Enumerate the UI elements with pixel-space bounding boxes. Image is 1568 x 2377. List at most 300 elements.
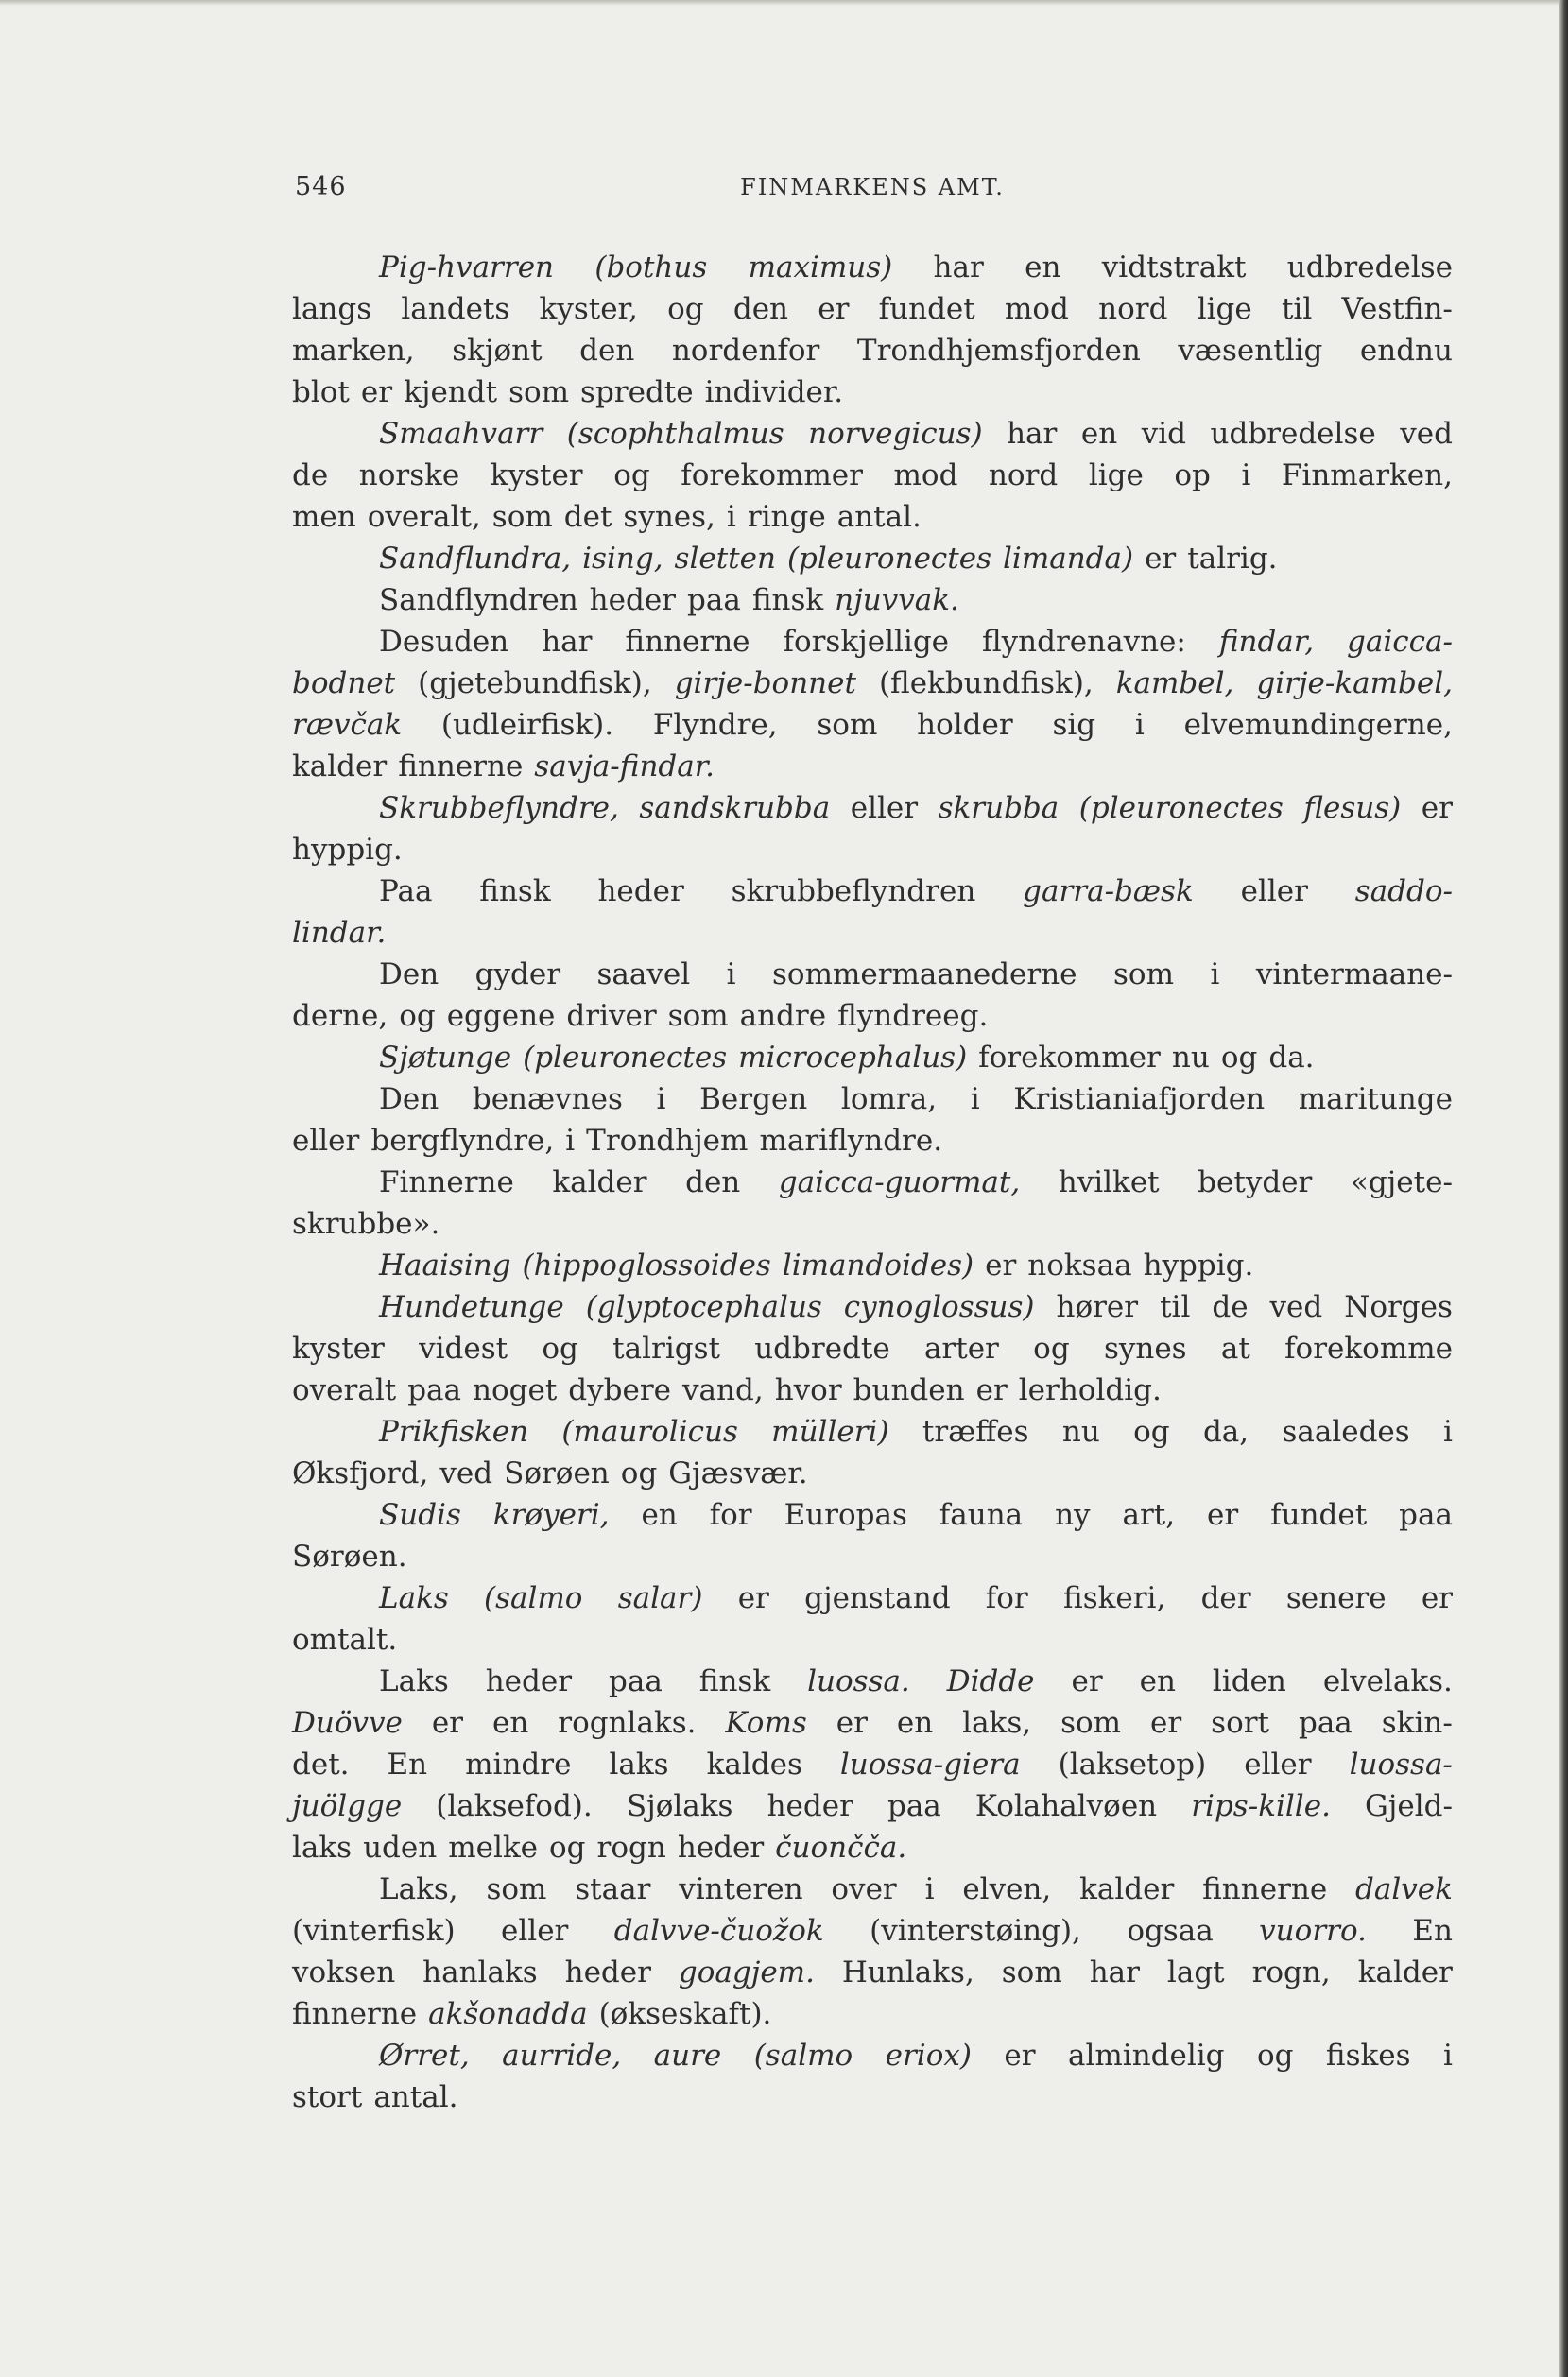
text-line (292, 1993, 1453, 2035)
word: som (1001, 1955, 1062, 1989)
word: kyster, (539, 292, 638, 326)
italic-word: Sudis (379, 1498, 461, 1532)
word: der (1200, 1581, 1251, 1615)
word: Desuden (379, 625, 509, 659)
word: den (732, 292, 788, 326)
word: forekomme (1284, 1332, 1453, 1366)
italic-word: kambel, (1115, 666, 1234, 700)
word: er (431, 1706, 463, 1740)
italic-word: flesus) (1303, 791, 1402, 825)
italic-word: norvegicus) (808, 417, 983, 451)
word: og (542, 1332, 578, 1366)
italic-word: bodnet (292, 666, 396, 700)
word: Gjeld- (1365, 1789, 1453, 1823)
word: ogsaa (1127, 1914, 1214, 1948)
word: (økseskaft). (598, 1997, 772, 2031)
word: Øksfjord, (292, 1456, 429, 1490)
word: saaledes (1282, 1415, 1410, 1449)
word: Den (379, 1082, 439, 1116)
word: udbredelse (1286, 250, 1453, 284)
text-line (292, 746, 1453, 787)
text-line (292, 2076, 1453, 2118)
word: i (924, 1872, 935, 1906)
word: og (399, 999, 436, 1033)
word: paa (407, 1373, 462, 1407)
word: udbredelse (1210, 417, 1376, 451)
text-line (292, 1952, 1453, 1993)
page-top-edge (0, 0, 1568, 6)
running-title: FINMARKENS AMT. (740, 174, 1005, 200)
word: er (1145, 542, 1177, 576)
word: lige (1088, 458, 1144, 492)
italic-word: Haaising (379, 1249, 511, 1283)
word: (flekbundfisk), (878, 666, 1094, 700)
italic-word: Laks (379, 1581, 449, 1615)
text-line (292, 330, 1453, 371)
text-line (292, 1869, 1453, 1910)
word: heder (485, 1664, 573, 1698)
word: ny (1055, 1498, 1091, 1532)
word: vid (1141, 417, 1186, 451)
word: heder (589, 583, 676, 617)
word: (vinterstøing), (870, 1914, 1081, 1948)
word: (laksetop) (1058, 1748, 1207, 1782)
italic-word: (pleuronectes (523, 1041, 728, 1075)
word: kaldes (706, 1748, 802, 1782)
word: staar (575, 1872, 651, 1906)
word: art, (1122, 1498, 1176, 1532)
word: ved (1269, 1290, 1323, 1324)
italic-word: (salmo (484, 1581, 583, 1615)
word: Kolahalvøen (974, 1789, 1158, 1823)
word: hyppig. (1143, 1249, 1254, 1283)
word: kjendt (404, 375, 498, 409)
italic-word: Didde (946, 1664, 1035, 1698)
word: skjønt (452, 334, 543, 368)
word: og (1256, 2039, 1294, 2073)
word: Sørøen. (292, 1540, 407, 1574)
word: sommermaanederne (772, 957, 1077, 991)
word: hvor (774, 1373, 842, 1407)
text-line (292, 1619, 1453, 1661)
word: gyder (474, 957, 561, 991)
word: i (1241, 458, 1251, 492)
word: paa (1298, 1706, 1353, 1740)
italic-word: Duövve (292, 1706, 403, 1740)
text-line (292, 954, 1453, 995)
word: Finnerne (379, 1165, 514, 1199)
word: er (1421, 1581, 1453, 1615)
word: i (656, 1082, 666, 1116)
italic-word: luossa. (807, 1664, 910, 1698)
text-line (292, 1369, 1453, 1411)
italic-word: luossa- (1349, 1748, 1453, 1782)
word: er (836, 1706, 868, 1740)
text-line (292, 1702, 1453, 1744)
word: fundet (878, 292, 975, 326)
word: antal. (836, 500, 922, 534)
word: det. (292, 1748, 350, 1782)
italic-word: mülleri) (771, 1415, 889, 1449)
word: som (1113, 957, 1174, 991)
word: senere (1285, 1581, 1387, 1615)
word: Kristianiafjorden (1013, 1082, 1266, 1116)
text-line (292, 288, 1453, 330)
word: som (508, 375, 570, 409)
text-line (292, 1203, 1453, 1245)
word: laks (292, 1831, 353, 1865)
word: uden (363, 1831, 438, 1865)
word: for (709, 1498, 752, 1532)
word: de (292, 458, 329, 492)
word: Trondhjemsfjorden (856, 334, 1141, 368)
word: i (1210, 957, 1220, 991)
word: udbredte (754, 1332, 890, 1366)
text-line (292, 704, 1453, 746)
text-line (292, 1411, 1453, 1453)
italic-word: maximus) (748, 250, 893, 284)
word: melke (448, 1831, 539, 1865)
word: driver (566, 999, 657, 1033)
word: en (1025, 250, 1061, 284)
italic-word: salar) (617, 1581, 703, 1615)
word: nordenfor (671, 334, 820, 368)
word: ved (439, 1456, 493, 1490)
word: (udleirfisk). (440, 708, 614, 742)
word: kalder (292, 749, 388, 784)
word: over (831, 1872, 897, 1906)
word: kalder (1079, 1872, 1175, 1906)
word: laks (609, 1748, 669, 1782)
page-binding-edge (1559, 0, 1568, 2377)
word: Trondhjem (586, 1124, 749, 1158)
word: er (1071, 1664, 1103, 1698)
italic-word: (pleuronectes (1078, 791, 1284, 825)
word: noksaa (1027, 1249, 1132, 1283)
word: den (685, 1165, 741, 1199)
word: rogn (596, 1831, 666, 1865)
word: omtalt. (292, 1623, 398, 1657)
italic-word: sletten (674, 542, 776, 576)
word: heder (597, 874, 684, 908)
word: derne, (292, 999, 388, 1033)
text-line (292, 496, 1453, 538)
word: endnu (1359, 334, 1453, 368)
word: marken, (292, 334, 415, 368)
italic-word: eriox) (885, 2039, 972, 2073)
word: mindre (465, 1748, 572, 1782)
word: vintermaane- (1255, 957, 1453, 991)
word: er (1004, 2039, 1036, 2073)
text-line (292, 995, 1453, 1037)
word: eller (1244, 1748, 1312, 1782)
italic-word: (scophthalmus (566, 417, 784, 451)
word: norske (358, 458, 460, 492)
word: Hunlaks, (841, 1955, 974, 1989)
word: fiskes (1325, 2039, 1411, 2073)
word: lomra, (840, 1082, 938, 1116)
word: som (486, 1872, 547, 1906)
italic-word: aure (653, 2039, 722, 2073)
word: skrubbe». (292, 1207, 440, 1241)
text-line (292, 870, 1453, 912)
word: Finmarken, (1281, 458, 1453, 492)
text-line (292, 621, 1453, 663)
italic-word: (pleuronectes (786, 542, 991, 576)
word: mod (1004, 292, 1069, 326)
word: mariflyndre. (759, 1124, 943, 1158)
word: laks, (962, 1706, 1032, 1740)
word: lerholdig. (1018, 1373, 1162, 1407)
word: i (1442, 2039, 1453, 2073)
word: maritunge (1298, 1082, 1453, 1116)
word: finnerne (292, 1997, 418, 2031)
word: talrig. (1187, 542, 1278, 576)
text-line (292, 912, 1453, 954)
word: saavel (596, 957, 691, 991)
word: gjenstand (804, 1581, 951, 1615)
word: Europas (784, 1498, 907, 1532)
word: almindelig (1067, 2039, 1225, 2073)
italic-word: limandoides) (782, 1249, 974, 1283)
word: en (641, 1498, 678, 1532)
word: i (970, 1082, 980, 1116)
italic-word: Prikfisken (379, 1415, 529, 1449)
word: som (667, 999, 729, 1033)
word: talrigst (612, 1332, 720, 1366)
word: en (491, 1706, 529, 1740)
italic-word: savja-findar. (534, 749, 715, 784)
text-line (292, 1120, 1453, 1162)
text-line (292, 2035, 1453, 2076)
italic-word: cynoglossus) (843, 1290, 1035, 1324)
word: en (1139, 1664, 1176, 1698)
word: rogn, (1251, 1955, 1331, 1989)
word: rognlaks. (558, 1706, 697, 1740)
text-line (292, 1286, 1453, 1328)
text-line (292, 1744, 1453, 1785)
page-number: 546 (295, 172, 347, 201)
word: (vinterfisk) (292, 1914, 456, 1948)
word: har (542, 625, 593, 659)
italic-word: gaicca-guormat, (778, 1165, 1021, 1199)
italic-word: goagjem. (678, 1955, 815, 1989)
text-line (292, 1162, 1453, 1203)
word: nord (988, 458, 1059, 492)
word: nu (1061, 1415, 1100, 1449)
word: benævnes (472, 1082, 623, 1116)
text-line (292, 579, 1453, 621)
word: og (1133, 1415, 1170, 1449)
word: Paa (379, 874, 433, 908)
italic-word: saddo- (1354, 874, 1453, 908)
word: landets (401, 292, 510, 326)
italic-word: akšonadda (428, 1997, 588, 2031)
word: fundet (1270, 1498, 1368, 1532)
word: er (985, 1249, 1017, 1283)
word: i (726, 957, 736, 991)
word: sort (1211, 1706, 1270, 1740)
text-line (292, 1827, 1453, 1869)
word: kalder (552, 1165, 647, 1199)
italic-word: rævčak (292, 708, 403, 742)
word: Den (379, 957, 439, 991)
word: stort (292, 2080, 363, 2114)
word: spredte (580, 375, 694, 409)
word: flyndrenavne: (981, 625, 1186, 659)
word: overalt, (367, 500, 481, 534)
word: bergflyndre, (370, 1124, 555, 1158)
text-line (292, 1494, 1453, 1536)
word: har (1089, 1955, 1140, 1989)
word: finnerne (1202, 1872, 1328, 1906)
word: lagt (1166, 1955, 1225, 1989)
text-line (292, 1785, 1453, 1827)
text-line (292, 1661, 1453, 1702)
word: kalder (1357, 1955, 1453, 1989)
word: noget (473, 1373, 558, 1407)
word: i (726, 500, 736, 534)
word: paa (687, 583, 741, 617)
italic-word: garra-bæsk (1023, 874, 1194, 908)
word: som (817, 708, 878, 742)
word: finsk (479, 874, 551, 908)
text-line (292, 413, 1453, 455)
word: sig (1052, 708, 1096, 742)
word: finsk (751, 583, 824, 617)
italic-word: dalvek (1355, 1872, 1453, 1906)
word: fiskeri, (1063, 1581, 1166, 1615)
word: eller (1240, 874, 1308, 908)
text-line (292, 1453, 1453, 1494)
word: Laks, (379, 1872, 458, 1906)
word: paa (1399, 1498, 1453, 1532)
italic-word: girje-kambel, (1256, 666, 1453, 700)
word: og (667, 292, 704, 326)
italic-word: čuončča. (775, 1831, 907, 1865)
word: skrubbeflyndren (731, 874, 976, 908)
word: en (1080, 417, 1118, 451)
word: synes, (623, 500, 715, 534)
word: til (1281, 292, 1313, 326)
text-line (292, 455, 1453, 496)
word: men (292, 500, 356, 534)
text-line (292, 1078, 1453, 1120)
word: flyndreeg. (837, 999, 989, 1033)
word: træffes (922, 1415, 1029, 1449)
word: «gjete- (1350, 1165, 1453, 1199)
word: eller (850, 791, 919, 825)
word: eller (501, 1914, 569, 1948)
text-line (292, 1577, 1453, 1619)
word: skin- (1381, 1706, 1453, 1740)
text-line (292, 1037, 1453, 1078)
italic-word: (bothus (594, 250, 708, 284)
word: Vestfin- (1341, 292, 1453, 326)
word: hanlaks (422, 1955, 538, 1989)
italic-word: ising, (582, 542, 663, 576)
word: hyppig. (292, 833, 403, 867)
italic-word: aurride, (502, 2039, 622, 2073)
word: Flyndre, (652, 708, 778, 742)
word: forskjellige (783, 625, 950, 659)
word: kyster (292, 1332, 385, 1366)
word: forekommer (681, 458, 863, 492)
word: liden (1212, 1664, 1286, 1698)
word: langs (292, 292, 372, 326)
word: antal. (373, 2080, 458, 2114)
italic-word: (maurolicus (561, 1415, 738, 1449)
word: individer. (704, 375, 844, 409)
italic-word: Skrubbeflyndre, (379, 791, 619, 825)
text-line (292, 1245, 1453, 1286)
word: eggene (446, 999, 556, 1033)
italic-word: skrubba (938, 791, 1060, 825)
word: i (1134, 708, 1145, 742)
word: En (387, 1748, 428, 1782)
word: er (818, 292, 850, 326)
text-line (292, 787, 1453, 829)
word: vinteren (679, 1872, 803, 1906)
word: andre (739, 999, 827, 1033)
word: kyster (490, 458, 583, 492)
italic-word: krøyeri, (492, 1498, 610, 1532)
word: er (975, 1373, 1008, 1407)
word: og (620, 1456, 658, 1490)
word: nu (1171, 1041, 1210, 1075)
italic-word: limanda) (1002, 542, 1134, 576)
word: ved (1400, 417, 1453, 451)
word: den (579, 334, 635, 368)
word: mod (893, 458, 958, 492)
word: op (1174, 458, 1211, 492)
word: for (985, 1581, 1028, 1615)
italic-word: findar, (1218, 625, 1315, 659)
italic-word: Smaahvarr (379, 417, 543, 451)
word: er (360, 375, 393, 409)
word: og (549, 1831, 586, 1865)
word: at (1220, 1332, 1250, 1366)
word: har (1007, 417, 1058, 451)
word: voksen (292, 1955, 396, 1989)
word: finnerne (625, 625, 750, 659)
word: finsk (698, 1664, 771, 1698)
word: har (933, 250, 984, 284)
word: synes (1103, 1332, 1187, 1366)
word: og (1220, 1041, 1258, 1075)
word: blot (292, 375, 350, 409)
word: ringe (747, 500, 826, 534)
word: fauna (939, 1498, 1024, 1532)
word: En (1412, 1914, 1453, 1948)
word: heder (677, 1831, 765, 1865)
text-line (292, 247, 1453, 288)
word: da, (1202, 1415, 1249, 1449)
text-line (292, 538, 1453, 579)
word: paa (887, 1789, 941, 1823)
italic-word: luossa-giera (839, 1748, 1021, 1782)
word: Norges (1344, 1290, 1453, 1324)
word: vand, (682, 1373, 764, 1407)
italic-word: microcephalus) (738, 1041, 968, 1075)
word: Sørøen (504, 1456, 610, 1490)
word: bunden (853, 1373, 965, 1407)
text-line (292, 829, 1453, 870)
word: som (1060, 1706, 1122, 1740)
word: er (1207, 1498, 1239, 1532)
word: finnerne (398, 749, 524, 784)
word: forekommer (978, 1041, 1161, 1075)
